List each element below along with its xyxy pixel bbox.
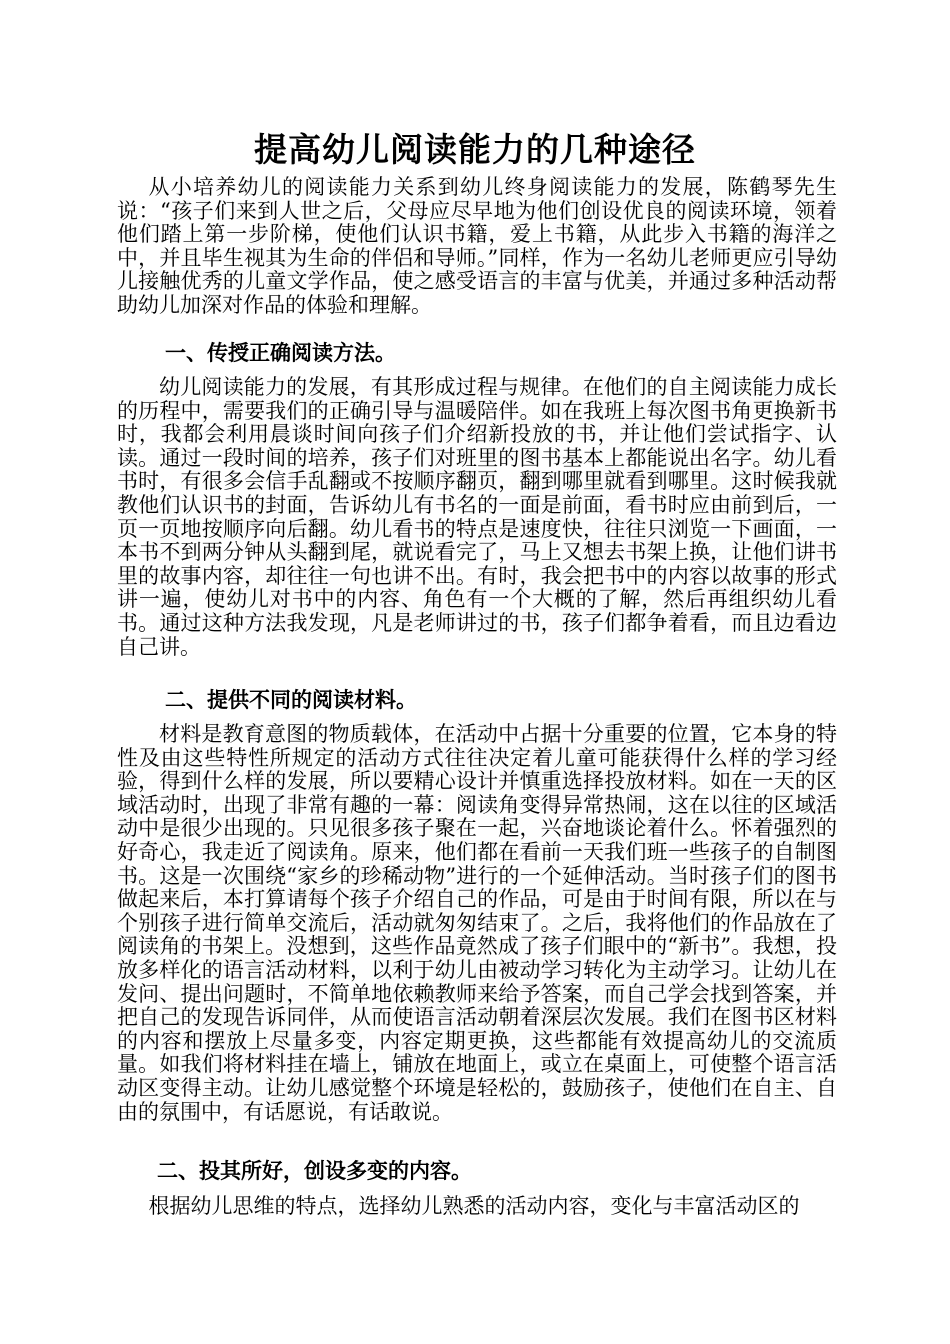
- section-body-2: 材料是教育意图的物质载体，在活动中占据十分重要的位置，它本身的特性及由这些特性所规定的活动方式往往决定着儿童可能获得什么样的学习经验，得到什么样的发展，所以要精心设计并慎重选择投放材料。如在一天的区域活动时，出现了非常有趣的一幕：阅读角变得异常热闹，这在以往的区域活动中是很少出现的。只见很多孩子聚在一起，兴奋地谈论着什么。怀着强烈的好奇心，我走近了阅读角。原来，他们都在看前一天我们班一些孩子的自制图书。这是一次围绕“家乡的珍稀动物”进行的一个延伸活动。当时孩子们的图书做起来后，本打算请每个孩子介绍自己的作品，可是由于时间有限，所以在与个别孩子进行简单交流后，活动就匆匆结束了。之后，我将他们的作品放在了阅读角的书架上。没想到，这些作品竟然成了孩子们眼中的“新书”。我想，投放多样化的语言活动材料，以利于幼儿由被动学习转化为主动学习。让幼儿在发问、提出问题时，不简单地依赖教师来给予答案，而自己学会找到答案，并把自己的发现告诉同伴，从而使语言活动朝着深层次发展。我们在图书区材料的内容和摆放上尽量多变，内容定期更换，这些都能有效提高幼儿的交流质量。如我们将材料挂在墙上，铺放在地面上，或立在桌面上，可使整个语言活动区变得主动。让幼儿感觉整个环境是轻松的，鼓励孩子，使他们在自主、自由的氛围中，有话愿说，有话敢说。: [117, 722, 837, 1124]
- section-heading-1: 一、传授正确阅读方法。: [165, 341, 396, 365]
- section-heading-3: 二、投其所好，创设多变的内容。: [157, 1159, 472, 1183]
- intro-paragraph: 从小培养幼儿的阅读能力关系到幼儿终身阅读能力的发展，陈鹤琴先生说：“孩子们来到人世之后，父母应尽早地为他们创设优良的阅读环境，领着他们踏上第一步阶梯，使他们认识书籍，爱上书籍，从此步入书籍的海洋之中，并且毕生视其为生命的伴侣和导师。”同样，作为一名幼儿老师更应引导幼儿接触优秀的儿童文学作品，使之感受语言的丰富与优美，并通过多种活动帮助幼儿加深对作品的体验和理解。: [117, 175, 837, 317]
- section-body-1: 幼儿阅读能力的发展，有其形成过程与规律。在他们的自主阅读能力成长的历程中，需要我们的正确引导与温暖陪伴。如在我班上每次图书角更换新书时，我都会利用晨谈时间向孩子们介绍新投放的书，并让他们尝试指字、认读。通过一段时间的培养，孩子们对班里的图书基本上都能说出名字。幼儿看书时，有很多会信手乱翻或不按顺序翻页，翻到哪里就看到哪里。这时候我就教他们认识书的封面，告诉幼儿有书名的一面是前面，看书时应由前到后，一页一页地按顺序向后翻。幼儿看书的特点是速度快，往往只浏览一下画面，一本书不到两分钟从头翻到尾，就说看完了，马上又想去书架上换，让他们讲书里的故事内容，却往往一句也讲不出。有时，我会把书中的内容以故事的形式讲一遍，使幼儿对书中的内容、角色有一个大概的了解，然后再组织幼儿看书。通过这种方法我发现，凡是老师讲过的书，孩子们都争着看，而且边看边自己讲。: [117, 375, 837, 659]
- section-body-3: 根据幼儿思维的特点，选择幼儿熟悉的活动内容，变化与丰富活动区的: [148, 1194, 800, 1218]
- section-heading-2: 二、提供不同的阅读材料。: [165, 688, 417, 712]
- document-title: 提高幼儿阅读能力的几种途径: [254, 130, 696, 169]
